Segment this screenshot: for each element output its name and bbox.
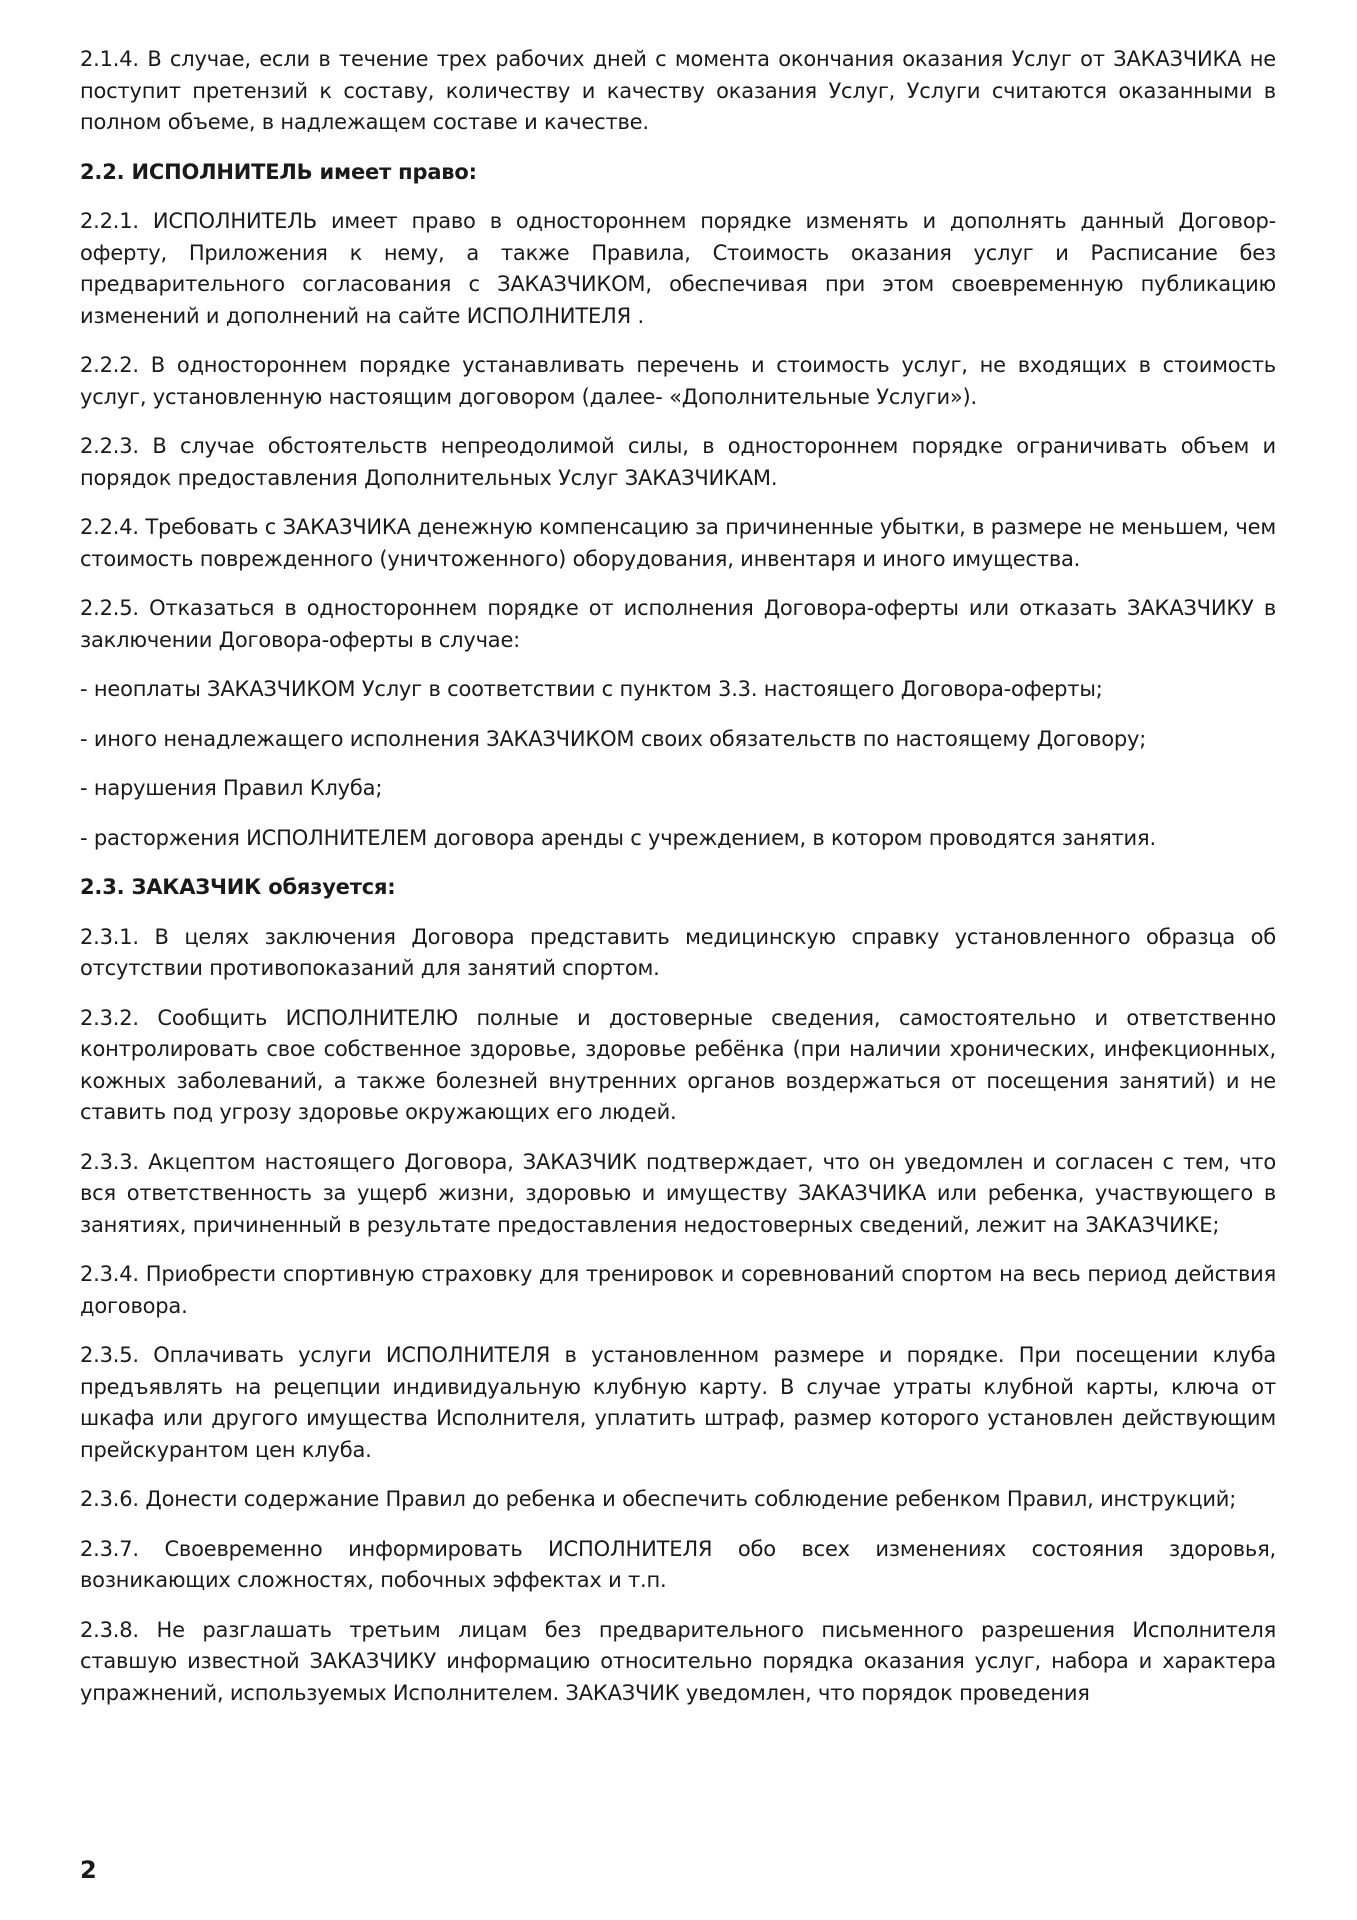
list-item: - неоплаты ЗАКАЗЧИКОМ Услуг в соответствии с пунктом 3.3. настоящего Договора-оферты; xyxy=(80,677,1103,701)
list-item: - иного ненадлежащего исполнения ЗАКАЗЧИКОМ своих обязательств по настоящему Договору; xyxy=(80,726,1147,751)
clause-2-1-4: 2.1.4. В случае, если в течение трех рабочих дней с момента окончания оказания Услуг от ЗАКАЗЧИКА не поступит претензий к составу, количеству и качеству оказания Услуг, Услуги считаются оказанными в полном объеме, в надлежащем составе и качестве. xyxy=(80,47,1276,134)
clause-2-3-3: 2.3.3. Акцептом настоящего Договора, ЗАКАЗЧИК подтверждает, что он уведомлен и согласен с тем, что вся ответственность за ущерб жизни, здоровью и имуществу ЗАКАЗЧИКА или ребенка, участвующего в занятиях, причиненный в результате предоставления недостоверных сведений, лежит на ЗАКАЗЧИКЕ; xyxy=(80,1149,1276,1237)
clause-2-3-2: 2.3.2. Сообщить ИСПОЛНИТЕЛЮ полные и достоверные сведения, самостоятельно и ответственно контролировать свое собственное здоровье, здоровье ребёнка (при наличии хронических, инфекционных, кожных заболеваний, а также болезней внутренних органов воздержаться от посещения занятий) и не ставить под угрозу здоровье окружающих его людей. xyxy=(80,1005,1276,1124)
page-number: 2 xyxy=(80,1856,97,1884)
section-heading-2-3: 2.3. ЗАКАЗЧИК обязуется: xyxy=(80,875,396,899)
clause-2-2-3: 2.2.3. В случае обстоятельств непреодолимой силы, в одностороннем порядке ограничивать объем и порядок предоставления Дополнительных Услуг ЗАКАЗЧИКАМ. xyxy=(80,434,1276,490)
clause-2-2-1: 2.2.1. ИСПОЛНИТЕЛЬ имеет право в одностороннем порядке изменять и дополнять данный Договор-оферту, Приложения к нему, а также Правила, Стоимость оказания услуг и Расписание без предварительного согласования с ЗАКАЗЧИКОМ, обеспечивая при этом своевременную публикацию изменений и дополнений на сайте ИСПОЛНИТЕЛЯ . xyxy=(80,209,1276,328)
clause-2-3-6: 2.3.6. Донести содержание Правил до ребенка и обеспечить соблюдение ребенком Правил, инструкций; xyxy=(80,1487,1237,1511)
clause-2-3-7: 2.3.7. Своевременно информировать ИСПОЛНИТЕЛЯ обо всех изменениях состояния здоровья, возникающих сложностях, побочных эффектах и т.п. xyxy=(80,1536,1276,1592)
list-item: - нарушения Правил Клуба; xyxy=(80,776,383,800)
list-item: - расторжения ИСПОЛНИТЕЛЕМ договора аренды с учреждением, в котором проводятся занятия. xyxy=(80,825,1156,850)
clause-2-2-5: 2.2.5. Отказаться в одностороннем порядке от исполнения Договора-оферты или отказать ЗАКАЗЧИКУ в заключении Договора-оферты в случае: xyxy=(80,596,1276,652)
clause-2-3-1: 2.3.1. В целях заключения Договора представить медицинскую справку установленного образца об отсутствии противопоказаний для занятий спортом. xyxy=(80,924,1276,980)
clause-2-3-8: 2.3.8. Не разглашать третьим лицам без предварительного письменного разрешения Исполнителя ставшую известной ЗАКАЗЧИКУ информацию относительно порядка оказания услуг, набора и характера упражнений, используемых Исполнителем. ЗАКАЗЧИК уведомлен, что порядок проведения xyxy=(80,1617,1276,1705)
clause-2-3-5: 2.3.5. Оплачивать услуги ИСПОЛНИТЕЛЯ в установленном размере и порядке. При посещении клуба предъявлять на рецепции индивидуальную клубную карту. В случае утраты клубной карты, ключа от шкафа или другого имущества Исполнителя, уплатить штраф, размер которого установлен действующим прейскурантом цен клуба. xyxy=(80,1343,1276,1462)
clause-2-3-4: 2.3.4. Приобрести спортивную страховку для тренировок и соревнований спортом на весь период действия договора. xyxy=(80,1262,1276,1318)
section-heading-2-2: 2.2. ИСПОЛНИТЕЛЬ имеет право: xyxy=(80,159,477,184)
clause-2-2-2: 2.2.2. В одностороннем порядке устанавливать перечень и стоимость услуг, не входящих в стоимость услуг, установленную настоящим договором (далее- «Дополнительные Услуги»). xyxy=(80,353,1276,409)
clause-2-2-4: 2.2.4. Требовать с ЗАКАЗЧИКА денежную компенсацию за причиненные убытки, в размере не меньшем, чем стоимость поврежденного (уничтоженного) оборудования, инвентаря и иного имущества. xyxy=(80,515,1276,571)
document-body xyxy=(80,44,1276,1727)
